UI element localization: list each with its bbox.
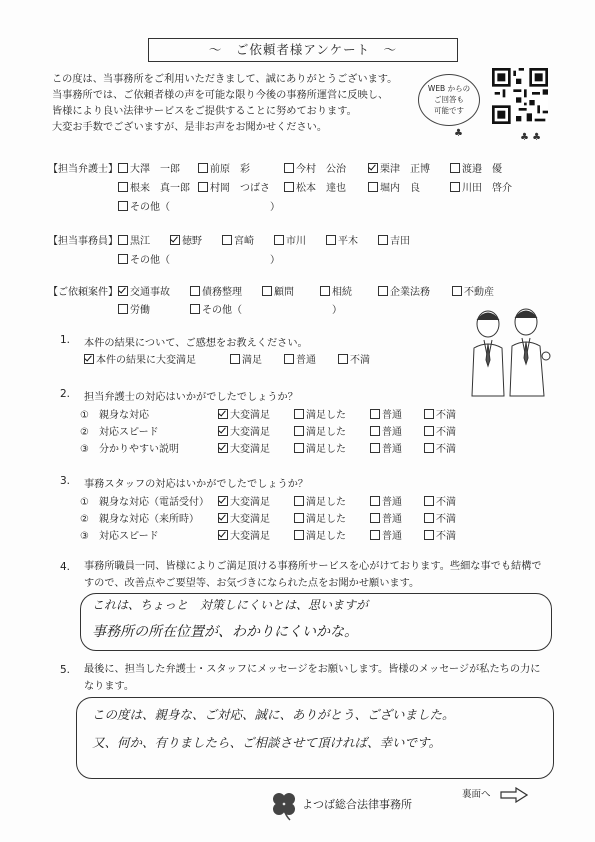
intro-line: 皆様により良い法律サービスをご提供することに努めております。 [52, 106, 357, 117]
checkbox[interactable] [370, 443, 380, 453]
rating-option[interactable] [294, 493, 346, 508]
rating-option[interactable] [370, 510, 402, 525]
question-text: 本件の結果について、ご感想をお教えください。 [84, 338, 308, 349]
option-label: 本件の結果に大変満足 [96, 355, 196, 366]
lawyer-name: 松本 達也 [296, 183, 346, 194]
rating-option[interactable] [294, 510, 346, 525]
bubble-line: WEB からの [427, 84, 471, 93]
lawyer-option[interactable] [198, 160, 250, 175]
rating-option[interactable] [370, 406, 402, 421]
staff-name: 吉田 [390, 236, 410, 247]
staff-option[interactable] [170, 232, 202, 247]
handwritten-answer: この度は、親身な、ご対応、誠に、ありがとう、ございました。 [92, 707, 455, 722]
rating-label: 不満 [436, 497, 456, 508]
rating-option[interactable] [370, 440, 402, 455]
checkbox-checked[interactable] [118, 286, 128, 296]
case-option[interactable] [378, 283, 430, 298]
lawyer-name: 大澤 一郎 [130, 164, 180, 175]
rating-label: 大変満足 [230, 497, 270, 508]
question-number: 3. [60, 475, 71, 487]
rating-option[interactable] [218, 527, 270, 542]
staff-label: 【担当事務員】 [48, 236, 118, 247]
checkbox[interactable] [284, 163, 294, 173]
case-name: 債務整理 [202, 287, 242, 298]
question-line: 最後に、担当した弁護士・スタッフにメッセージをお願いします。皆様のメッセージが私たちの力に [84, 664, 541, 675]
lawyer-name: 渡邉 優 [462, 164, 502, 175]
checkbox[interactable] [294, 443, 304, 453]
staff-option[interactable] [118, 232, 150, 247]
rating-label: 満足した [306, 410, 346, 421]
case-option[interactable] [190, 301, 342, 316]
rating-option[interactable] [294, 423, 346, 438]
rating-option[interactable] [424, 423, 456, 438]
checkbox[interactable] [294, 496, 304, 506]
checkbox[interactable] [326, 235, 336, 245]
checkbox[interactable] [320, 286, 330, 296]
checkbox-checked[interactable] [170, 235, 180, 245]
rating-option[interactable] [424, 510, 456, 525]
checkbox[interactable] [118, 163, 128, 173]
checkbox-checked[interactable] [218, 409, 228, 419]
question-line: 事務所職員一同、皆様によりご満足頂ける事務所サービスを心がけております。些細な事でも結構で [84, 561, 542, 572]
case-name: 相続 [332, 287, 352, 298]
lawyer-option[interactable] [450, 160, 502, 175]
checkbox[interactable] [198, 182, 208, 192]
case-option[interactable] [190, 283, 242, 298]
intro-line: 当事務所では、ご依頼者様の声を可能な限り今後の事務所運営に反映し、 [52, 90, 389, 101]
lawyer-name: 根来 真一郎 [130, 183, 190, 194]
lawyer-name: 村岡 つばさ [210, 183, 270, 194]
clover-icon: ♣ [454, 128, 463, 139]
rating-label: 普通 [382, 427, 402, 438]
lawyer-name: 川田 啓介 [462, 183, 512, 194]
staff-name: 平木 [338, 236, 358, 247]
staff-name: 市川 [286, 236, 306, 247]
rating-option[interactable] [370, 493, 402, 508]
lawyer-other[interactable] [118, 198, 280, 213]
clover-icon: ♣ ♣ [520, 132, 542, 143]
checkbox[interactable] [222, 235, 232, 245]
other-label: その他（ ） [130, 255, 280, 266]
checkbox[interactable] [424, 426, 434, 436]
question-number: 4. [60, 561, 71, 573]
checkbox-checked[interactable] [218, 443, 228, 453]
case-option[interactable] [452, 283, 494, 298]
rating-label: 不満 [436, 514, 456, 525]
lawyer-name: 前原 彩 [210, 164, 250, 175]
question-text [84, 558, 564, 592]
staff-name: 宮崎 [234, 236, 254, 247]
checkbox[interactable] [294, 513, 304, 523]
rating-label: 大変満足 [230, 531, 270, 542]
handwritten-answer: 事務所の所在位置が、わかりにくいかな。 [92, 624, 358, 640]
checkbox-checked[interactable] [84, 354, 94, 364]
bubble-line: ご回答も [434, 95, 464, 104]
case-option[interactable] [118, 283, 170, 298]
checkbox[interactable] [198, 163, 208, 173]
rating-option[interactable] [424, 406, 456, 421]
staff-name: 徳野 [182, 236, 202, 247]
lawyer-name: 栗津 正博 [380, 164, 430, 175]
page-title: ～ ご依頼者様アンケート ～ [148, 38, 458, 62]
rating-label: 普通 [382, 410, 402, 421]
checkbox[interactable] [450, 163, 460, 173]
question-number: 2. [60, 388, 71, 400]
q2-item-label: ① 親身な対応 [80, 410, 149, 421]
checkbox[interactable] [294, 530, 304, 540]
case-name: 不動産 [464, 287, 494, 298]
lawyer-option[interactable] [198, 179, 270, 194]
rating-label: 大変満足 [230, 427, 270, 438]
staff-option[interactable] [222, 232, 254, 247]
case-option[interactable] [262, 283, 294, 298]
option-label: 満足 [242, 355, 262, 366]
checkbox[interactable] [118, 254, 128, 264]
lawyer-name: 堀内 良 [380, 183, 420, 194]
checkbox[interactable] [370, 513, 380, 523]
checkbox[interactable] [424, 530, 434, 540]
rating-label: 大変満足 [230, 444, 270, 455]
rating-label: 普通 [382, 531, 402, 542]
q1-option[interactable] [230, 351, 262, 366]
checkbox[interactable] [274, 235, 284, 245]
case-option[interactable] [118, 301, 150, 316]
question-text: 事務スタッフの対応はいかがでしたでしょうか？ [84, 479, 309, 490]
rating-label: 大変満足 [230, 410, 270, 421]
q2-item-label: ② 対応スピード [80, 427, 159, 438]
arrow-right-icon [500, 787, 528, 803]
rating-option[interactable] [294, 406, 346, 421]
checkbox[interactable] [190, 304, 200, 314]
handwritten-answer: 又、何か、有りましたら、ご相談させて頂ければ、幸いです。 [92, 735, 442, 750]
rating-label: 不満 [436, 444, 456, 455]
rating-option[interactable] [424, 493, 456, 508]
checkbox[interactable] [368, 182, 378, 192]
checkbox[interactable] [118, 304, 128, 314]
checkbox[interactable] [378, 286, 388, 296]
rating-option[interactable] [424, 527, 456, 542]
intro-line: 大変お手数でございますが、是非お声をお聞かせください。 [52, 122, 328, 133]
q2-item-label: ③ 分かりやすい説明 [80, 444, 179, 455]
checkbox[interactable] [370, 496, 380, 506]
checkbox[interactable] [284, 182, 294, 192]
lawyer-option[interactable] [284, 160, 346, 175]
checkbox[interactable] [118, 235, 128, 245]
question-number: 1. [60, 334, 71, 346]
rating-label: 普通 [382, 444, 402, 455]
lawyer-option[interactable] [284, 179, 346, 194]
bubble-line: 可能です [434, 106, 464, 115]
rating-label: 普通 [382, 497, 402, 508]
rating-option[interactable] [218, 493, 270, 508]
lawyer-option[interactable] [118, 179, 190, 194]
rating-label: 普通 [382, 514, 402, 525]
case-name: その他（ ） [202, 305, 342, 316]
rating-label: 不満 [436, 410, 456, 421]
intro-line: この度は、当事務所をご利用いただきまして、誠にありがとうございます。 [52, 74, 398, 85]
rating-label: 満足した [306, 531, 346, 542]
checkbox[interactable] [190, 286, 200, 296]
rating-option[interactable] [218, 510, 270, 525]
q1-option[interactable] [84, 351, 196, 366]
lawyer-option[interactable] [450, 179, 512, 194]
option-label: 普通 [296, 355, 316, 366]
lawyer-name: 今村 公治 [296, 164, 346, 175]
question-number: 5. [60, 664, 71, 676]
checkbox[interactable] [370, 530, 380, 540]
lawyers-label: 【担当弁護士】 [48, 164, 118, 175]
back-page-link[interactable] [462, 786, 528, 803]
checkbox[interactable] [370, 409, 380, 419]
q1-option[interactable] [284, 351, 316, 366]
rating-option[interactable] [218, 440, 270, 455]
rating-label: 満足した [306, 444, 346, 455]
case-option[interactable] [320, 283, 352, 298]
rating-label: 大変満足 [230, 514, 270, 525]
q3-item-label: ③ 対応スピード [80, 531, 159, 542]
staff-name: 黒江 [130, 236, 150, 247]
footer-brand: よつば総合法律事務所 [302, 798, 412, 811]
checkbox[interactable] [424, 496, 434, 506]
checkbox[interactable] [424, 409, 434, 419]
case-name: 顧問 [274, 287, 294, 298]
checkbox[interactable] [118, 182, 128, 192]
checkbox-checked[interactable] [218, 530, 228, 540]
rating-option[interactable] [370, 527, 402, 542]
checkbox-checked[interactable] [218, 513, 228, 523]
qr-code[interactable] [492, 68, 548, 124]
staff-option[interactable] [378, 232, 410, 247]
rating-label: 満足した [306, 497, 346, 508]
lawyers-illustration [460, 300, 560, 400]
clover-logo-icon [268, 788, 300, 822]
checkbox[interactable] [338, 354, 348, 364]
intro-text [52, 72, 432, 136]
checkbox[interactable] [230, 354, 240, 364]
rating-label: 不満 [436, 531, 456, 542]
checkbox[interactable] [284, 354, 294, 364]
cases-label: 【ご依頼案件】 [48, 287, 118, 298]
rating-option[interactable] [294, 440, 346, 455]
rating-option[interactable] [294, 527, 346, 542]
checkbox[interactable] [450, 182, 460, 192]
question-line: すので、改善点やご要望等、お気づきになられた点をお聞かせ願います。 [84, 578, 420, 589]
checkbox[interactable] [378, 235, 388, 245]
staff-option[interactable] [274, 232, 306, 247]
back-label: 裏面へ [462, 789, 491, 800]
checkbox[interactable] [294, 409, 304, 419]
question-text: 担当弁護士の対応はいかがでしたでしょうか？ [84, 392, 298, 403]
case-name: 企業法務 [390, 287, 430, 298]
question-line: なります。 [84, 681, 135, 692]
option-label: 不満 [350, 355, 370, 366]
web-answer-bubble [418, 74, 480, 126]
rating-label: 満足した [306, 514, 346, 525]
rating-option[interactable] [370, 423, 402, 438]
checkbox-checked[interactable] [368, 163, 378, 173]
q1-option[interactable] [338, 351, 370, 366]
handwritten-answer: これは、ちょっと 対策しにくいとは、思いますが [92, 598, 369, 612]
rating-label: 満足した [306, 427, 346, 438]
checkbox[interactable] [294, 426, 304, 436]
case-name: 交通事故 [130, 287, 170, 298]
q3-item-label: ① 親身な対応（電話受付） [80, 497, 209, 508]
case-name: 労働 [130, 305, 150, 316]
q3-item-label: ② 親身な対応（来所時） [80, 514, 199, 525]
checkbox[interactable] [118, 201, 128, 211]
checkbox[interactable] [452, 286, 462, 296]
other-label: その他（ ） [130, 202, 280, 213]
lawyer-option[interactable] [118, 160, 180, 175]
lawyer-option[interactable] [368, 179, 420, 194]
checkbox[interactable] [424, 513, 434, 523]
rating-option[interactable] [218, 423, 270, 438]
rating-option[interactable] [424, 440, 456, 455]
lawyer-option[interactable] [368, 160, 430, 175]
staff-option[interactable] [326, 232, 358, 247]
checkbox[interactable] [370, 426, 380, 436]
rating-option[interactable] [218, 406, 270, 421]
rating-label: 不満 [436, 427, 456, 438]
question-text [84, 661, 564, 695]
checkbox-checked[interactable] [218, 496, 228, 506]
staff-other[interactable] [118, 251, 280, 266]
checkbox[interactable] [424, 443, 434, 453]
checkbox[interactable] [262, 286, 272, 296]
checkbox-checked[interactable] [218, 426, 228, 436]
